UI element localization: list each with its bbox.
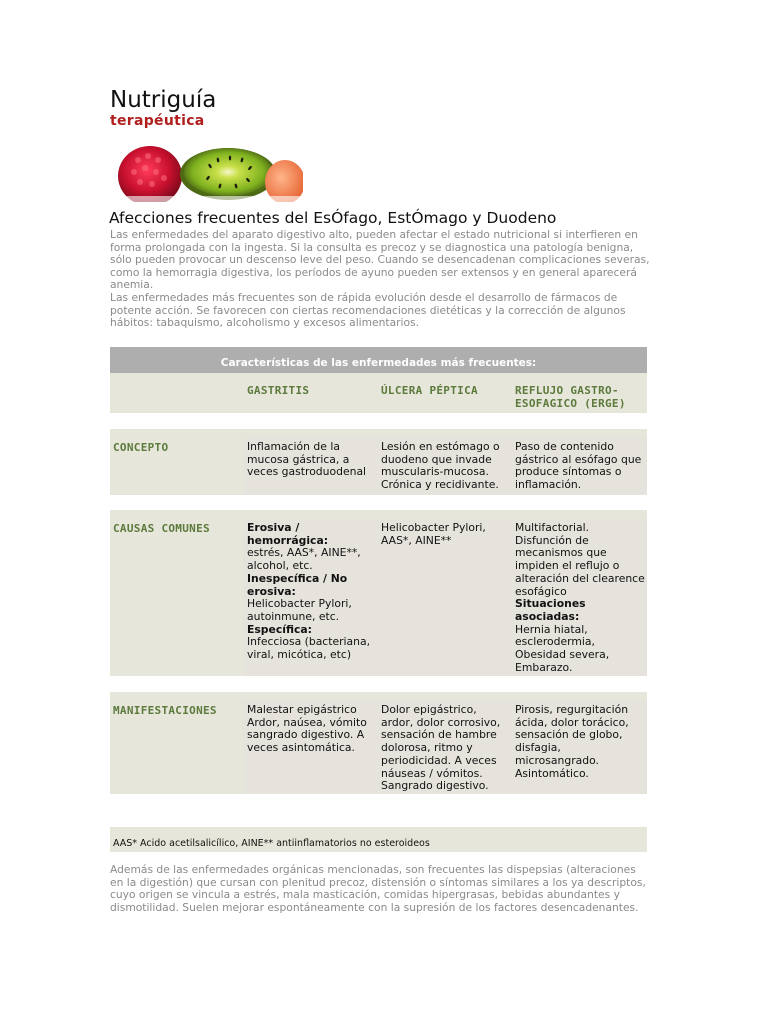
brand-subtitle: terapéutica — [110, 113, 205, 129]
cell-manifestaciones-reflujo: Pirosis, regurgitación ácida, dolor torácico, sensación de globo, disfagia, microsangrado. Asintomático. — [511, 701, 647, 794]
intro-text — [110, 229, 650, 330]
column-header-reflujo: REFLUJO GASTRO- ESOFAGICO (ERGE) — [515, 384, 626, 410]
table-row-causas — [110, 510, 647, 676]
brand-title: Nutriguía — [110, 87, 217, 113]
kiwi-shape — [184, 148, 272, 196]
section-heading: Afecciones frecuentes del EsÓfago, EstÓmago y Duodeno — [109, 209, 557, 227]
cell-concepto-gastritis: Inflamación de la mucosa gástrica, a veces gastroduodenal — [243, 438, 377, 495]
row-label-causas: CAUSAS COMUNES — [113, 522, 210, 535]
causa-title: Erosiva / hemorrágica: — [247, 521, 329, 547]
table-row-concepto — [110, 429, 647, 495]
table-row-manifestaciones — [110, 692, 647, 794]
cell-causas-gastritis — [243, 519, 377, 676]
cell-manifestaciones-ulcera: Dolor epigástrico, ardor, dolor corrosivo, sensación de hambre dolorosa, ritmo y periodicidad. A veces náuseas / vómitos. Sangrado digestivo. — [377, 701, 511, 794]
reflujo-situaciones-title: Situaciones asociadas: — [515, 597, 586, 623]
table-column-headers — [110, 373, 647, 413]
cell-concepto-reflujo: Paso de contenido gástrico al esófago que produce síntomas o inflamación. — [511, 438, 647, 495]
causa-text: estrés, AAS*, AINE**, alcohol, etc. — [247, 546, 361, 573]
cell-manifestaciones-gastritis: Malestar epigástrico Ardor, naúsea, vómito sangrado digestivo. A veces asintomática. — [243, 701, 377, 794]
causa-text: Helicobacter Pylori, autoinmune, etc. — [247, 597, 352, 623]
fruit-banner-image — [110, 138, 303, 202]
table-title: Características de las enfermedades más frecuentes: — [110, 347, 647, 373]
footnote-text: AAS* Acido acetilsalicílico, AINE** antiinflamatorios no esteroideos — [113, 838, 430, 849]
intro-paragraph-2: Las enfermedades más frecuentes son de rápida evolución desde el desarrollo de fármacos de potente acción. Se favorecen con ciertas recomendaciones dietéticas y la corrección de algunos hábitos: tabaquismo, alcoholismo y excesos alimentarios. — [110, 290, 626, 330]
cell-concepto-ulcera: Lesión en estómago o duodeno que invade muscularis-mucosa. Crónica y recidivante. — [377, 438, 511, 495]
row-label-cell — [110, 510, 243, 676]
column-header-ulcera: ÚLCERA PÉPTICA — [381, 384, 478, 397]
row-label-cell — [110, 692, 243, 794]
table-footnote — [110, 827, 647, 852]
causa-text: Infecciosa (bacteriana, viral, micótica, etc) — [247, 635, 371, 662]
cell-causas-reflujo — [511, 519, 647, 676]
causa-title: Inespecífica / No erosiva: — [247, 571, 348, 598]
outro-text: Además de las enfermedades orgánicas mencionadas, son frecuentes las dispepsias (alteraciones en la digestión) que cursan con plenitud precoz, distensión o síntomas similares a los ya descriptos, cuyo origen se vincula a estrés, mala masticación, comidas hipergrasas, bebidas abundantes y dismotilidad. Suelen mejorar espontáneamente con la supresión de los factores desencadenantes. — [110, 863, 646, 914]
reflujo-situaciones-list: Hernia hiatal, esclerodermia, Obesidad severa, Embarazo. — [515, 622, 610, 674]
row-label-manifestaciones: MANIFESTACIONES — [113, 704, 217, 717]
intro-paragraph-1: Las enfermedades del aparato digestivo alto, pueden afectar el estado nutricional si interfieren en forma prolongada con la ingesta. Si la consulta es precoz y se diagnostica una patología benigna, sólo pueden provocar un descenso leve del peso. Cuando se desencadenan complicaciones severas, como la hemorragia digestiva, los períodos de ayuno pueden ser extensos y en general aparecerá anemia. — [110, 228, 650, 292]
cell-causas-ulcera: Helicobacter Pylori, AAS*, AINE** — [377, 519, 511, 676]
column-header-gastritis: GASTRITIS — [247, 384, 310, 397]
row-label-cell — [110, 429, 243, 495]
row-label-concepto: CONCEPTO — [113, 441, 169, 454]
reflujo-causa-text: Multifactorial. Disfunción de mecanismos que impiden el reflujo o alteración del clearence esofágico — [515, 521, 645, 598]
causa-title: Específica: — [247, 622, 312, 636]
